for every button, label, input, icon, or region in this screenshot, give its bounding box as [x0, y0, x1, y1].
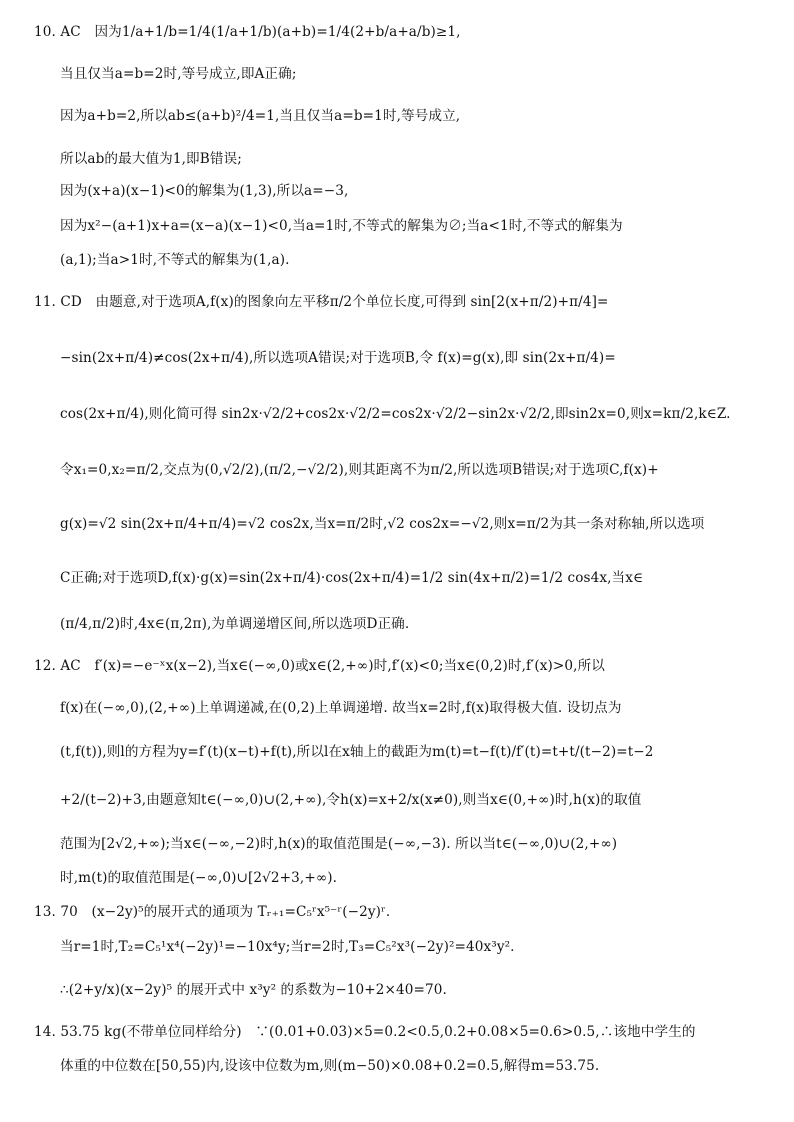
- q13-line-3: ∴(2+y/x)(x−2y)⁵ 的展开式中 x³y² 的系数为−10+2×40=70.: [60, 982, 447, 998]
- q12-line-1: 12. AC f′(x)=−e⁻ˣx(x−2),当x∈(−∞,0)或x∈(2,+∞)时,f′(x)<0;当x∈(0,2)时,f′(x)>0,所以: [34, 658, 605, 674]
- q12-line-3: (t,f(t)),则l的方程为y=f′(t)(x−t)+f(t),所以l在x轴上的截距为m(t)=t−f(t)/f′(t)=t+t/(t−2)=t−2: [60, 744, 654, 760]
- q10-line-6: 因为x²−(a+1)x+a=(x−a)(x−1)<0,当a=1时,不等式的解集为∅;当a<1时,不等式的解集为: [60, 218, 623, 234]
- q14-line-1: 14. 53.75 kg(不带单位同样给分) ∵(0.01+0.03)×5=0.2<0.5,0.2+0.08×5=0.6>0.5,∴该地中学生的: [34, 1024, 696, 1040]
- q12-line-2: f(x)在(−∞,0),(2,+∞)上单调递减,在(0,2)上单调递增. 故当x=2时,f(x)取得极大值. 设切点为: [60, 700, 622, 716]
- q11-line-2: −sin(2x+π/4)≠cos(2x+π/4),所以选项A错误;对于选项B,令 f(x)=g(x),即 sin(2x+π/4)=: [60, 350, 616, 366]
- q14-line-2: 体重的中位数在[50,55)内,设该中位数为m,则(m−50)×0.08+0.2=0.5,解得m=53.75.: [60, 1058, 600, 1074]
- q11-line-4: 令x₁=0,x₂=π/2,交点为(0,√2/2),(π/2,−√2/2),则其距离不为π/2,所以选项B错误;对于选项C,f(x)+: [60, 462, 659, 478]
- q10-line-1: 10. AC 因为1/a+1/b=1/4(1/a+1/b)(a+b)=1/4(2+b/a+a/b)≥1,: [34, 24, 461, 40]
- q10-line-7: (a,1);当a>1时,不等式的解集为(1,a).: [60, 252, 290, 268]
- q12-line-6: 时,m(t)的取值范围是(−∞,0)∪[2√2+3,+∞).: [60, 870, 338, 886]
- q10-line-5: 因为(x+a)(x−1)<0的解集为(1,3),所以a=−3,: [60, 183, 349, 199]
- q13-line-2: 当r=1时,T₂=C₅¹x⁴(−2y)¹=−10x⁴y;当r=2时,T₃=C₅²x³(−2y)²=40x³y².: [60, 939, 515, 955]
- q10-line-3: 因为a+b=2,所以ab≤(a+b)²/4=1,当且仅当a=b=1时,等号成立,: [60, 108, 461, 124]
- q11-line-5: g(x)=√2 sin(2x+π/4+π/4)=√2 cos2x,当x=π/2时,√2 cos2x=−√2,则x=π/2为其一条对称轴,所以选项: [60, 516, 705, 532]
- q12-line-4: +2/(t−2)+3,由题意知t∈(−∞,0)∪(2,+∞),令h(x)=x+2/x(x≠0),则当x∈(0,+∞)时,h(x)的取值: [60, 792, 642, 808]
- q10-line-4: 所以ab的最大值为1,即B错误;: [60, 151, 242, 167]
- q11-line-6: C正确;对于选项D,f(x)·g(x)=sin(2x+π/4)·cos(2x+π/4)=1/2 sin(4x+π/2)=1/2 cos4x,当x∈: [60, 570, 644, 586]
- q13-line-1: 13. 70 (x−2y)⁵的展开式的通项为 Tᵣ₊₁=C₅ʳx⁵⁻ʳ(−2y)ʳ.: [34, 904, 391, 920]
- q11-line-1: 11. CD 由题意,对于选项A,f(x)的图象向左平移π/2个单位长度,可得到 sin[2(x+π/2)+π/4]=: [34, 294, 609, 310]
- q10-line-2: 当且仅当a=b=2时,等号成立,即A正确;: [60, 66, 297, 82]
- q12-line-5: 范围为[2√2,+∞);当x∈(−∞,−2)时,h(x)的取值范围是(−∞,−3). 所以当t∈(−∞,0)∪(2,+∞): [60, 836, 618, 852]
- q11-line-7: (π/4,π/2)时,4x∈(π,2π),为单调递增区间,所以选项D正确.: [60, 616, 410, 632]
- q11-line-3: cos(2x+π/4),则化简可得 sin2x·√2/2+cos2x·√2/2=cos2x·√2/2−sin2x·√2/2,即sin2x=0,则x=kπ/2,k∈Z.: [60, 406, 731, 422]
